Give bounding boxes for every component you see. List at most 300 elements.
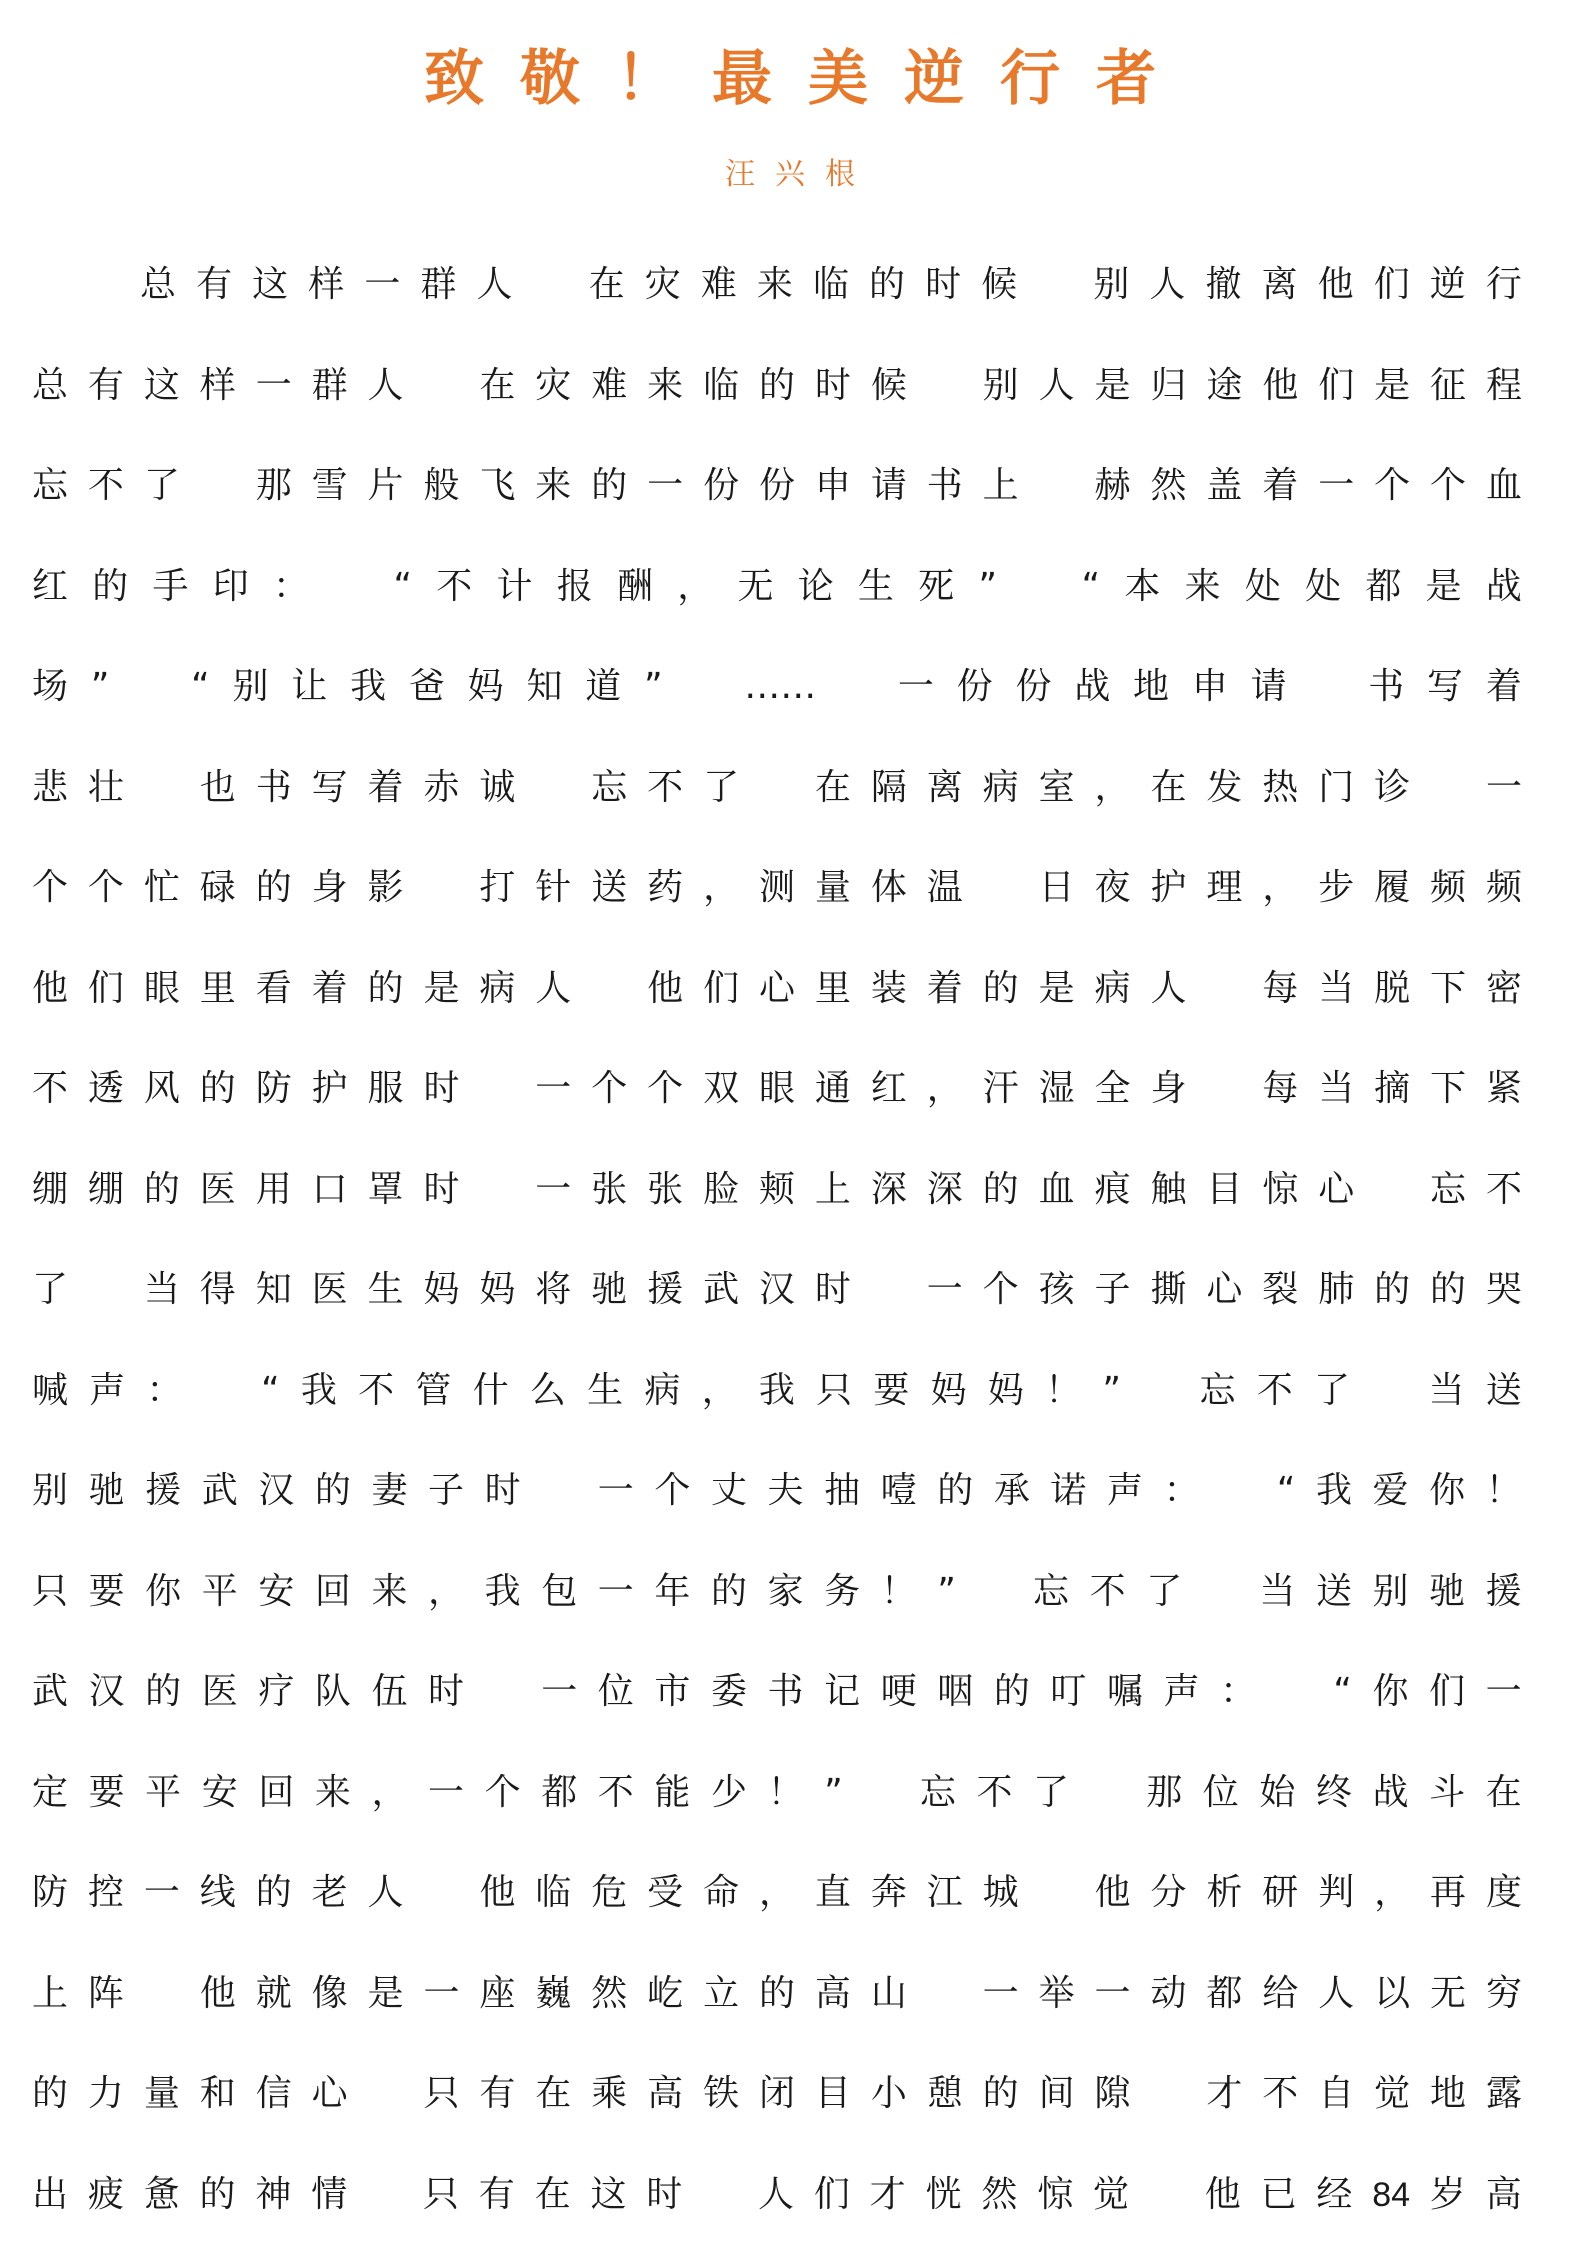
poem-char: 撕 bbox=[1150, 1240, 1186, 1341]
poem-char: 离 bbox=[927, 738, 963, 839]
poem-char: 分 bbox=[1150, 1843, 1186, 1944]
poem-char: 血 bbox=[1486, 436, 1522, 537]
poem-char: 隙 bbox=[1095, 2044, 1131, 2145]
poem-char: 悲 bbox=[32, 738, 68, 839]
poem-char: 和 bbox=[200, 2044, 236, 2145]
poem-char: 难 bbox=[591, 336, 627, 437]
poem-char bbox=[88, 1240, 124, 1341]
poem-char: ， bbox=[759, 1843, 795, 1944]
poem-char: 给 bbox=[1262, 1944, 1298, 2045]
poem-char: 喊 bbox=[32, 1341, 68, 1442]
poem-char bbox=[871, 1240, 907, 1341]
poem-char: 个 bbox=[591, 1039, 627, 1140]
poem-char: “ bbox=[1333, 1642, 1352, 1743]
poem-char: 伍 bbox=[371, 1642, 407, 1743]
poem-char: 包 bbox=[541, 1542, 577, 1643]
poem-char: 然 bbox=[1150, 436, 1186, 537]
poem-char: 人 bbox=[1039, 336, 1075, 437]
poem-char: ， bbox=[677, 537, 713, 638]
poem-char: 我 bbox=[350, 637, 386, 738]
poem-char: 份 bbox=[1015, 637, 1051, 738]
poem-char bbox=[535, 738, 571, 839]
poem-char bbox=[144, 738, 180, 839]
poem-char: 少 bbox=[711, 1743, 747, 1844]
poem-char bbox=[1149, 2145, 1185, 2245]
poem-char: 知 bbox=[526, 637, 562, 738]
poem-char: 双 bbox=[703, 1039, 739, 1140]
poem-char bbox=[1039, 1843, 1075, 1944]
poem-char: 举 bbox=[1039, 1944, 1075, 2045]
poem-char: 安 bbox=[202, 1743, 238, 1844]
poem-char: 别 bbox=[32, 1441, 68, 1542]
poem-char: 壮 bbox=[88, 738, 124, 839]
poem-char: 日 bbox=[1039, 838, 1075, 939]
poem-char: 家 bbox=[768, 1542, 804, 1643]
poem-char: 时 bbox=[423, 1039, 459, 1140]
poem-char: 驰 bbox=[591, 1240, 627, 1341]
poem-char: 间 bbox=[1039, 2044, 1075, 2145]
poem-char: 雪 bbox=[312, 436, 348, 537]
poem-char: 一 bbox=[428, 1743, 464, 1844]
poem-char: 心 bbox=[759, 939, 795, 1040]
poem-char: 不 bbox=[1257, 1341, 1293, 1442]
poem-char: 哭 bbox=[1486, 1240, 1522, 1341]
poem-char: 个 bbox=[32, 838, 68, 939]
poem-char: 不 bbox=[647, 738, 683, 839]
poem-char bbox=[1039, 436, 1075, 537]
poem-char: 乘 bbox=[591, 2044, 627, 2145]
poem-char: 红 bbox=[32, 537, 68, 638]
poem-char: 测 bbox=[759, 838, 795, 939]
poem-char: 书 bbox=[1368, 637, 1404, 738]
poem-char: 诚 bbox=[479, 738, 515, 839]
poem-char: 座 bbox=[479, 1944, 515, 2045]
poem-char: 声 bbox=[1107, 1441, 1143, 1542]
poem-char: 一 bbox=[1486, 1642, 1522, 1743]
poem-char: 室 bbox=[1039, 738, 1075, 839]
poem-char: 一 bbox=[598, 1441, 634, 1542]
poem-char: 忘 bbox=[1200, 1341, 1236, 1442]
poem-char: 妈 bbox=[988, 1341, 1024, 1442]
poem-char: 穷 bbox=[1486, 1944, 1522, 2045]
poem-char bbox=[423, 1843, 459, 1944]
poem-line bbox=[32, 537, 1522, 638]
poem-char: 战 bbox=[1074, 637, 1110, 738]
poem-char: 来 bbox=[1185, 537, 1221, 638]
poem-char bbox=[702, 2145, 738, 2245]
poem-char: 了 bbox=[1033, 1743, 1069, 1844]
poem-char: 忘 bbox=[920, 1743, 956, 1844]
poem-char: 一 bbox=[256, 336, 292, 437]
poem-char: 不 bbox=[1090, 1542, 1126, 1643]
poem-char: 里 bbox=[200, 939, 236, 1040]
poem-char: 安 bbox=[258, 1542, 294, 1643]
poem-char: 眼 bbox=[144, 939, 180, 1040]
poem-char: 平 bbox=[202, 1542, 238, 1643]
poem-char: 频 bbox=[1486, 838, 1522, 939]
poem-char: 人 bbox=[368, 1843, 404, 1944]
poem-line bbox=[32, 1542, 1522, 1643]
poem-char: 有 bbox=[88, 336, 124, 437]
poem-char: 难 bbox=[701, 235, 737, 336]
poem-char: 护 bbox=[312, 1039, 348, 1140]
poem-char: 在 bbox=[589, 235, 625, 336]
poem-char: 发 bbox=[1206, 738, 1242, 839]
poem-char: 赫 bbox=[1095, 436, 1131, 537]
poem-char: 来 bbox=[535, 436, 571, 537]
poem-char: 了 bbox=[1314, 1341, 1350, 1442]
poem-char: ， bbox=[1262, 838, 1298, 939]
poem-char bbox=[591, 939, 627, 1040]
poem-char: 写 bbox=[312, 738, 348, 839]
poem-char: 影 bbox=[368, 838, 404, 939]
poem-char: 人 bbox=[1150, 939, 1186, 1040]
poem-char: 当 bbox=[1429, 1341, 1465, 1442]
poem-char: 忘 bbox=[1033, 1542, 1069, 1643]
poem-char bbox=[204, 1341, 240, 1442]
poem-char: 这 bbox=[590, 2145, 626, 2245]
poem-char: 的 bbox=[144, 1140, 180, 1241]
poem-char: 惊 bbox=[1262, 1140, 1298, 1241]
poem-char: 然 bbox=[591, 1944, 627, 2045]
poem-char: 装 bbox=[871, 939, 907, 1040]
poem-char: 别 bbox=[1373, 1542, 1409, 1643]
poem-char: 不 bbox=[32, 1039, 68, 1140]
poem-char: 那 bbox=[256, 436, 292, 537]
poem-char: 风 bbox=[144, 1039, 180, 1140]
poem-title: 致敬！最美逆行者 bbox=[0, 34, 1580, 124]
poem-line bbox=[32, 637, 1522, 738]
poem-char bbox=[759, 738, 795, 839]
poem-line bbox=[32, 235, 1522, 336]
poem-char: ” bbox=[644, 637, 663, 738]
poem-char: 书 bbox=[768, 1642, 804, 1743]
poem-char: 个 bbox=[88, 838, 124, 939]
poem-char: 84 bbox=[1372, 2145, 1410, 2245]
poem-char: 生 bbox=[858, 537, 894, 638]
poem-char: “ bbox=[1277, 1441, 1296, 1542]
poem-char: 病 bbox=[644, 1341, 680, 1442]
poem-char bbox=[983, 838, 1019, 939]
poem-char: 自 bbox=[1318, 2044, 1354, 2145]
poem-char: 妈 bbox=[479, 1240, 515, 1341]
poem-char: 们 bbox=[1318, 336, 1354, 437]
poem-char: 这 bbox=[252, 235, 288, 336]
poem-char: 闭 bbox=[759, 2044, 795, 2145]
poem-char: 丈 bbox=[711, 1441, 747, 1542]
poem-char: 危 bbox=[591, 1843, 627, 1944]
poem-char: 哽 bbox=[881, 1642, 917, 1743]
poem-char: 当 bbox=[1318, 1039, 1354, 1140]
poem-char: 承 bbox=[994, 1441, 1030, 1542]
poem-char: 的 bbox=[315, 1441, 351, 1542]
poem-char: 战 bbox=[1486, 537, 1522, 638]
poem-char: 子 bbox=[1095, 1240, 1131, 1341]
poem-char: 汉 bbox=[258, 1441, 294, 1542]
poem-char: 析 bbox=[1206, 1843, 1242, 1944]
poem-char: 忘 bbox=[1430, 1140, 1466, 1241]
poem-char: 人 bbox=[535, 939, 571, 1040]
poem-char: 一 bbox=[647, 436, 683, 537]
poem-char bbox=[1203, 1542, 1239, 1643]
poem-char: 嘱 bbox=[1107, 1642, 1143, 1743]
poem-char: 处 bbox=[1245, 537, 1281, 638]
poem-char: 的 bbox=[937, 1441, 973, 1542]
poem-char: 屹 bbox=[647, 1944, 683, 2045]
poem-char: 阵 bbox=[88, 1944, 124, 2045]
poem-char: 诺 bbox=[1050, 1441, 1086, 1542]
poem-char: 的 bbox=[869, 235, 905, 336]
poem-line bbox=[32, 1140, 1522, 1241]
poem-char: 别 bbox=[983, 336, 1019, 437]
poem-char: 征 bbox=[1430, 336, 1466, 437]
poem-char: 们 bbox=[814, 2145, 850, 2245]
poem-char: 计 bbox=[497, 537, 533, 638]
poem-char bbox=[479, 1039, 515, 1140]
poem-char: 个 bbox=[1430, 436, 1466, 537]
poem-char bbox=[423, 838, 459, 939]
poem-char: ！ bbox=[1045, 1341, 1081, 1442]
poem-char: 终 bbox=[1316, 1743, 1352, 1844]
poem-char: 请 bbox=[871, 436, 907, 537]
poem-char: 下 bbox=[1430, 1039, 1466, 1140]
poem-char: 只 bbox=[816, 1341, 852, 1442]
poem-char: “ bbox=[191, 637, 210, 738]
poem-char: 夫 bbox=[768, 1441, 804, 1542]
poem-char: 地 bbox=[1430, 2044, 1466, 2145]
poem-char: 铁 bbox=[703, 2044, 739, 2145]
poem-char: 驰 bbox=[89, 1441, 125, 1542]
poem-char: 温 bbox=[927, 838, 963, 939]
poem-char: 样 bbox=[308, 235, 344, 336]
poem-char: 他 bbox=[1205, 2145, 1241, 2245]
poem-char: 恍 bbox=[926, 2145, 962, 2245]
poem-char: 信 bbox=[256, 2044, 292, 2145]
poem-char: 人 bbox=[1318, 1944, 1354, 2045]
poem-char: 诊 bbox=[1374, 738, 1410, 839]
poem-line bbox=[32, 1039, 1522, 1140]
poem-char: 管 bbox=[415, 1341, 451, 1442]
poem-char: 线 bbox=[200, 1843, 236, 1944]
poem-char: 都 bbox=[541, 1743, 577, 1844]
poem-char: 他 bbox=[479, 1843, 515, 1944]
poem-char: 一 bbox=[535, 1140, 571, 1241]
poem-char: 隔 bbox=[871, 738, 907, 839]
poem-char: 当 bbox=[1259, 1542, 1295, 1643]
poem-char: 了 bbox=[32, 1240, 68, 1341]
poem-char: 眼 bbox=[759, 1039, 795, 1140]
poem-char: 份 bbox=[957, 637, 993, 738]
poem-char: 市 bbox=[654, 1642, 690, 1743]
poem-char: 个 bbox=[1374, 436, 1410, 537]
poem-char: 年 bbox=[654, 1542, 690, 1643]
poem-char: 咽 bbox=[937, 1642, 973, 1743]
poem-char: 他 bbox=[1095, 1843, 1131, 1944]
poem-char bbox=[479, 1140, 515, 1241]
poem-char: 步 bbox=[1318, 838, 1354, 939]
poem-char: 只 bbox=[423, 2145, 459, 2245]
poem-char: 无 bbox=[737, 537, 773, 638]
poem-char: 噎 bbox=[881, 1441, 917, 1542]
poem-char: 经 bbox=[1316, 2145, 1352, 2245]
poem-char: 不 bbox=[1262, 2044, 1298, 2145]
poem-char: 病 bbox=[479, 939, 515, 1040]
poem-char: 汉 bbox=[89, 1642, 125, 1743]
poem-char: 心 bbox=[1318, 1140, 1354, 1241]
poem-char: 命 bbox=[703, 1843, 739, 1944]
poem-char: 罩 bbox=[368, 1140, 404, 1241]
poem-char: ！ bbox=[881, 1542, 917, 1643]
poem-char: 时 bbox=[815, 1240, 851, 1341]
poem-char bbox=[533, 235, 569, 336]
poem-line bbox=[32, 1240, 1522, 1341]
poem-char: 也 bbox=[200, 738, 236, 839]
poem-char: 摘 bbox=[1374, 1039, 1410, 1140]
poem-char: 爱 bbox=[1373, 1441, 1409, 1542]
poem-char: 要 bbox=[873, 1341, 909, 1442]
poem-char: 脸 bbox=[703, 1140, 739, 1241]
poem-char: 控 bbox=[88, 1843, 124, 1944]
poem-char: ” bbox=[937, 1542, 956, 1643]
poem-char: 们 bbox=[1374, 235, 1410, 336]
poem-char: 药 bbox=[647, 838, 683, 939]
poem-char: 湿 bbox=[1039, 1039, 1075, 1140]
poem-char: 心 bbox=[1206, 1240, 1242, 1341]
poem-char: 无 bbox=[1430, 1944, 1466, 2045]
poem-char: 归 bbox=[1150, 336, 1186, 437]
poem-char: 的 bbox=[368, 939, 404, 1040]
poem-char: 着 bbox=[368, 738, 404, 839]
poem-char: 你 bbox=[1429, 1441, 1465, 1542]
poem-char: 个 bbox=[485, 1743, 521, 1844]
poem-char: 一 bbox=[541, 1642, 577, 1743]
poem-char bbox=[333, 537, 369, 638]
poem-char: 在 bbox=[1486, 1743, 1522, 1844]
poem-char: 得 bbox=[200, 1240, 236, 1341]
poem-char: ” bbox=[91, 637, 110, 738]
poem-char: 情 bbox=[311, 2145, 347, 2245]
poem-char: 平 bbox=[145, 1743, 181, 1844]
poem-char: ： bbox=[1220, 1642, 1256, 1743]
poem-char: 个 bbox=[654, 1441, 690, 1542]
poem-char: 不 bbox=[598, 1743, 634, 1844]
poem-char: 他 bbox=[1318, 235, 1354, 336]
poem-line bbox=[32, 1843, 1522, 1944]
poem-char: 神 bbox=[255, 2145, 291, 2245]
poem-char: 程 bbox=[1486, 336, 1522, 437]
poem-char: ， bbox=[1374, 1843, 1410, 1944]
poem-char: ” bbox=[1102, 1341, 1121, 1442]
poem-char: 一 bbox=[1486, 738, 1522, 839]
poem-char: 的 bbox=[711, 1542, 747, 1643]
poem-char: 汗 bbox=[983, 1039, 1019, 1140]
poem-char: 一 bbox=[598, 1542, 634, 1643]
poem-char: 回 bbox=[315, 1542, 351, 1643]
poem-line bbox=[32, 838, 1522, 939]
poem-char: 候 bbox=[871, 336, 907, 437]
poem-char: 时 bbox=[646, 2145, 682, 2245]
poem-char: 护 bbox=[1150, 838, 1186, 939]
poem-char: 般 bbox=[423, 436, 459, 537]
poem-char: 要 bbox=[89, 1542, 125, 1643]
poem-char: 的 bbox=[32, 2044, 68, 2145]
poem-char: 深 bbox=[927, 1140, 963, 1241]
poem-char: 时 bbox=[423, 1140, 459, 1241]
poem-char: 觉 bbox=[1093, 2145, 1129, 2245]
poem-char: 的 bbox=[145, 1642, 181, 1743]
poem-char: 疗 bbox=[258, 1642, 294, 1743]
poem-line bbox=[32, 436, 1522, 537]
poem-char: 的 bbox=[983, 2044, 1019, 2145]
poem-char: 一 bbox=[535, 1039, 571, 1140]
poem-char: 来 bbox=[757, 235, 793, 336]
poem-char: 我 bbox=[1316, 1441, 1352, 1542]
poem-char: 道 bbox=[585, 637, 621, 738]
poem-char: ， bbox=[371, 1743, 407, 1844]
poem-char: 行 bbox=[1486, 235, 1522, 336]
poem-char: 着 bbox=[1486, 637, 1522, 738]
poem-char: 受 bbox=[647, 1843, 683, 1944]
poem-char: 立 bbox=[703, 1944, 739, 2045]
poem-char: 妻 bbox=[371, 1441, 407, 1542]
poem-char: 汉 bbox=[759, 1240, 795, 1341]
poem-char: 觉 bbox=[1374, 2044, 1410, 2145]
poem-char: 论 bbox=[798, 537, 834, 638]
poem-char: ： bbox=[147, 1341, 183, 1442]
poem-char: 着 bbox=[312, 939, 348, 1040]
poem-char bbox=[367, 2145, 403, 2245]
poem-char bbox=[1206, 1039, 1242, 1140]
poem-char: 那 bbox=[1146, 1743, 1182, 1844]
poem-char: ， bbox=[927, 1039, 963, 1140]
poem-char: ！ bbox=[1486, 1441, 1522, 1542]
poem-char: 声 bbox=[89, 1341, 125, 1442]
poem-char bbox=[1374, 1140, 1410, 1241]
poem-char: 上 bbox=[815, 1140, 851, 1241]
poem-char bbox=[927, 336, 963, 437]
poem-char: 队 bbox=[315, 1642, 351, 1743]
poem-char: 用 bbox=[256, 1140, 292, 1241]
poem-char: 时 bbox=[485, 1441, 521, 1542]
poem-char: 身 bbox=[1150, 1039, 1186, 1140]
poem-char: 份 bbox=[703, 436, 739, 537]
poem-char: 们 bbox=[703, 939, 739, 1040]
poem-char: 张 bbox=[591, 1140, 627, 1241]
poem-char: 一 bbox=[983, 1944, 1019, 2045]
poem-char: 武 bbox=[202, 1441, 238, 1542]
poem-char: 是 bbox=[1426, 537, 1462, 638]
poem-char: 他 bbox=[32, 939, 68, 1040]
poem-char: 才 bbox=[1206, 2044, 1242, 2145]
poem-line bbox=[32, 2145, 1522, 2245]
poem-char: 研 bbox=[1262, 1843, 1298, 1944]
poem-char: 能 bbox=[654, 1743, 690, 1844]
poem-char: 是 bbox=[1095, 336, 1131, 437]
poem-char bbox=[1206, 939, 1242, 1040]
poem-char: 本 bbox=[1124, 537, 1160, 638]
poem-char: ” bbox=[824, 1743, 843, 1844]
poem-char: 高 bbox=[815, 1944, 851, 2045]
poem-char: 总 bbox=[32, 336, 68, 437]
poem-char: 在 bbox=[479, 336, 515, 437]
poem-char: “ bbox=[261, 1341, 280, 1442]
poem-char bbox=[927, 1944, 963, 2045]
poem-char: 什 bbox=[473, 1341, 509, 1442]
poem-char: 在 bbox=[1150, 738, 1186, 839]
poem-char: 只 bbox=[32, 1542, 68, 1643]
poem-char: 热 bbox=[1262, 738, 1298, 839]
poem-char: 份 bbox=[759, 436, 795, 537]
